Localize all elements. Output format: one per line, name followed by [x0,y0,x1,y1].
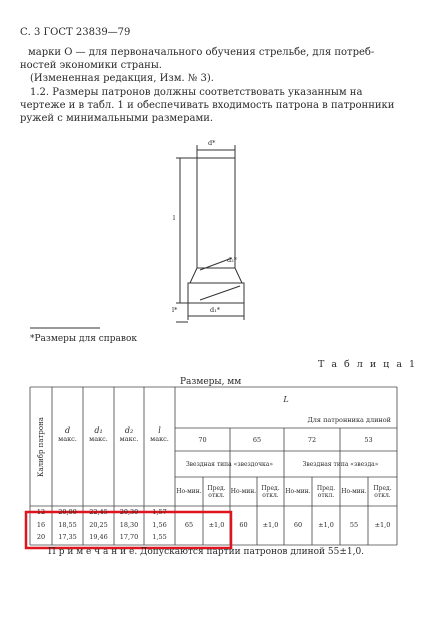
table-cell-d2: 20,30 [119,508,139,516]
table-cell-nom: 65 [184,521,194,529]
table-cell-caliber: 16 [36,521,46,529]
dim-label-d1: d₁* [210,306,221,314]
header-d2: d₂ макс. [119,426,139,443]
header-length-group: Для патронника длиной [307,416,391,424]
header-L: L [283,395,289,404]
length-70: 70 [198,435,207,444]
table-cell-d2: 18,30 [119,521,139,529]
table-cell-caliber: 20 [36,533,46,541]
dim-label-l-bottom: l* [172,306,178,314]
table-cell-dev: ±1,0 [374,521,391,529]
tube-type-star: Звездная типа «звезда» [302,460,379,468]
table-cell-d: 18,55 [58,521,77,529]
header-l: l макс. [150,426,169,443]
table-cell-dev: ±1,0 [208,521,225,529]
paragraph-line: ружей с минимальными размерами. [20,113,214,124]
table-cell-d1: 19,46 [89,533,108,541]
table-cell-d1: 20,25 [89,521,108,529]
table-cell-d2: 17,70 [119,533,139,541]
footnote: *Размеры для справок [30,334,138,344]
dim-label-l: l [173,214,176,222]
table-cell-d1: 22,45 [89,508,108,516]
paragraph-line: марки О — для первоначального обучения стрельбе, для потреб- [28,47,375,58]
sub-nom: Но-мин. [285,488,311,495]
length-65: 65 [252,435,262,444]
table-title: Т а б л и ц а 1 [318,359,418,370]
sub-dev: Пред. откл. [261,484,280,499]
table-units: Размеры, мм [180,377,242,387]
length-53: 53 [364,435,373,444]
tube-type-steel: Звездная типа «звездочка» [185,460,274,468]
dim-label-d: d* [208,139,216,147]
table-cell-nom: 60 [293,521,303,529]
header-d1: d₁ макс. [89,426,108,443]
length-72: 72 [307,435,317,444]
paragraph-line: ностей экономики страны. [20,60,162,71]
sub-nom: Но-мин. [230,488,257,495]
paragraph-line: чертеже и в табл. 1 и обеспечивать входимость патрона в патронники [20,100,395,111]
page-header: С. 3 ГОСТ 23839—79 [20,27,131,38]
table-cell-caliber: 12 [36,508,46,516]
table-note: П р и м е ч а н и е. Допускаются партии патронов длиной 55±1,0. [48,547,365,557]
header-d: d макс. [58,426,77,443]
sub-dev: Пред. откл. [373,484,392,499]
table-cell-d: 20,00 [58,508,77,516]
sub-nom: Но-мин. [341,488,367,495]
table-cell-dev: ±1,0 [318,521,334,529]
table-cell-d: 17,35 [58,533,77,541]
table-cell-l: 1,56 [152,521,167,529]
table-cell-dev: ±1,0 [262,521,279,529]
table-cell-l: 1,55 [152,533,167,541]
edition-note: (Измененная редакция, Изм. № 3). [30,73,214,84]
table-cell-nom: 60 [239,521,248,529]
dim-label-d2: d₂* [227,256,238,264]
highlight-box [26,512,231,548]
sub-dev: Пред. откл. [207,484,226,499]
paragraph-line: 1.2. Размеры патронов должны соответствовать указанным на [30,87,363,98]
header-caliber: Калибр патрона [37,416,45,477]
table-cell-nom: 55 [349,521,359,529]
sub-nom: Но-мин. [176,488,202,495]
table-cell-l: 1,57 [152,508,167,516]
sub-dev: Пред. откл. [316,484,336,499]
